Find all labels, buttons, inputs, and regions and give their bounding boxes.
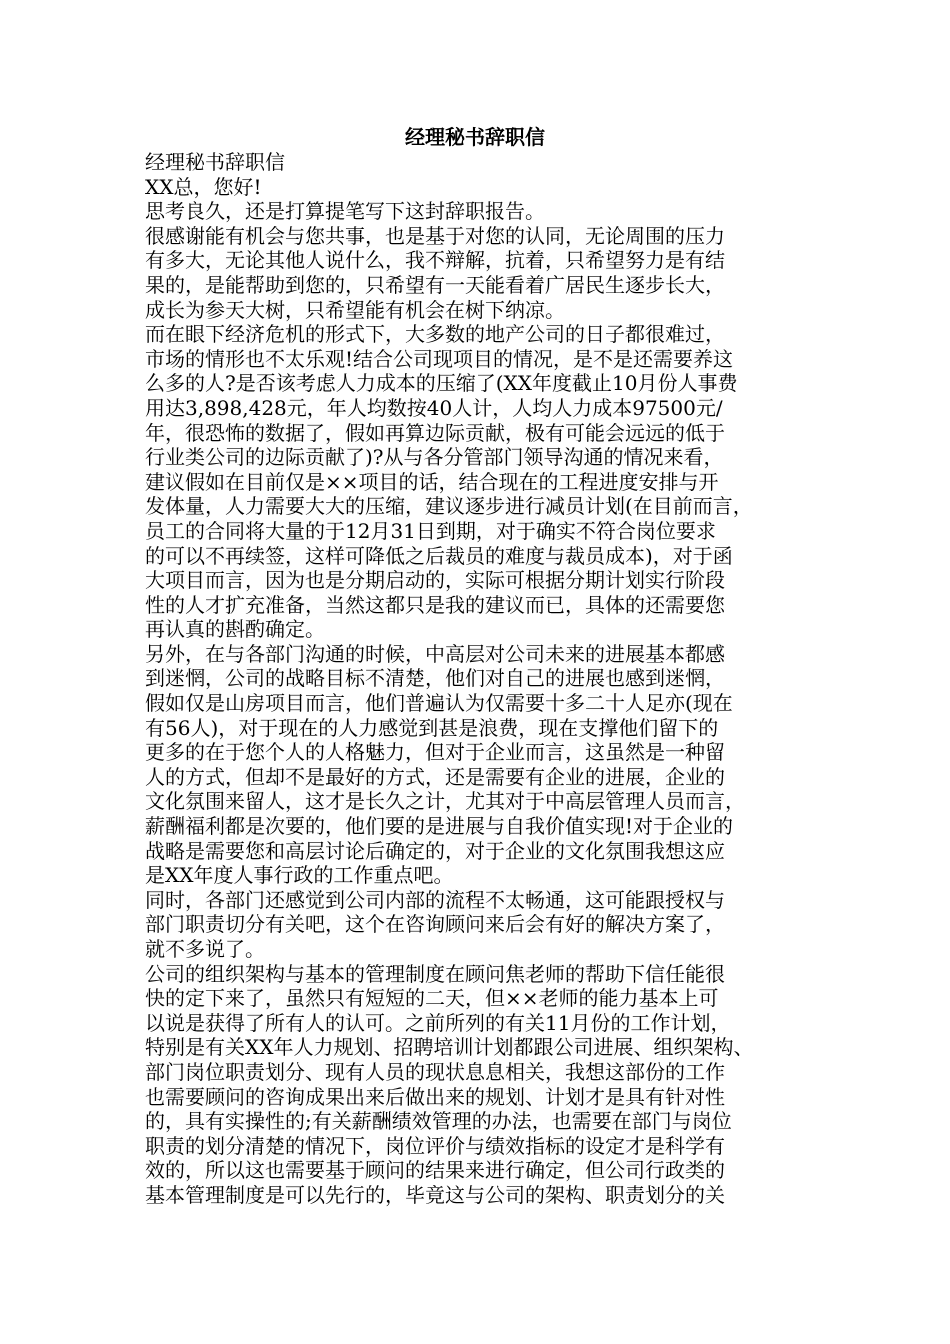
text-line: 大项目而言，因为也是分期启动的，实际可根据分期计划实行阶段	[145, 568, 725, 593]
text-line: 果的，是能帮助到您的，只希望有一天能看着广居民生逐步长大，	[145, 272, 725, 297]
text-line: XX总，您好!	[145, 174, 262, 199]
text-line: 效的，所以这也需要基于顾问的结果来进行确定，但公司行政类的	[145, 1158, 725, 1183]
text-line: 职责的划分清楚的情况下，岗位评价与绩效指标的设定才是科学有	[145, 1133, 725, 1158]
text-line: 有56人)，对于现在的人力感觉到甚是浪费，现在支撑他们留下的	[145, 715, 719, 740]
text-line: 战略是需要您和高层讨论后确定的，对于企业的文化氛围我想这应	[145, 838, 725, 863]
text-line: 经理秘书辞职信	[145, 150, 285, 174]
text-line: 更多的在于您个人的人格魅力，但对于企业而言，这虽然是一种留	[145, 740, 725, 765]
text-line: 市场的情形也不太乐观!结合公司现项目的情况，是不是还需要养这	[145, 346, 734, 371]
text-line: 部门岗位职责划分、现有人员的现状息息相关，我想这部份的工作	[145, 1059, 725, 1084]
text-line: 同时，各部门还感觉到公司内部的流程不太畅通，这可能跟授权与	[145, 887, 725, 912]
text-line: 么多的人?是否该考虑人力成本的压缩了(XX年度截止10月份人事费	[145, 371, 738, 396]
text-line: 公司的组织架构与基本的管理制度在顾问焦老师的帮助下信任能很	[145, 961, 725, 986]
text-line: 员工的合同将大量的于12月31日到期，对于确实不符合岗位要求	[145, 518, 716, 543]
text-line: 发体量，人力需要大大的压缩，建议逐步进行减员计划(在目前而言，	[145, 494, 753, 519]
text-line: 思考良久，还是打算提笔写下这封辞职报告。	[145, 199, 545, 224]
text-line: 人的方式，但却不是最好的方式，还是需要有企业的进展，企业的	[145, 764, 725, 789]
text-line: 用达3,898,428元，年人均数按40人计，人均人力成本97500元/	[145, 395, 723, 420]
text-line: 也需要顾问的咨询成果出来后做出来的规划、计划才是具有针对性	[145, 1084, 725, 1109]
text-line: 的，具有实操性的;有关薪酬绩效管理的办法，也需要在部门与岗位	[145, 1109, 732, 1134]
text-line: 基本管理制度是可以先行的，毕竟这与公司的架构、职责划分的关	[145, 1182, 725, 1207]
text-line: 以说是获得了所有人的认可。之前所列的有关11月份的工作计划，	[145, 1010, 731, 1035]
text-line: 建议假如在目前仅是××项目的话，结合现在的工程进度安排与开	[145, 469, 719, 494]
text-line: 特别是有关XX年人力规划、招聘培训计划都跟公司进展、组织架构、	[145, 1035, 754, 1060]
text-line: 到迷惘，公司的战略目标不清楚，他们对自己的进展也感到迷惘，	[145, 666, 725, 691]
text-line: 性的人才扩充准备，当然这都只是我的建议而已，具体的还需要您	[145, 592, 725, 617]
text-line: 很感谢能有机会与您共事，也是基于对您的认同，无论周围的压力	[145, 223, 725, 248]
text-line: 而在眼下经济危机的形式下，大多数的地产公司的日子都很难过，	[145, 322, 725, 347]
text-line: 有多大，无论其他人说什么，我不辩解，抗着，只希望努力是有结	[145, 248, 725, 273]
text-line: 行业类公司的边际贡献了)?从与各分管部门领导沟通的情况来看，	[145, 445, 724, 470]
text-line: 就不多说了。	[145, 937, 265, 961]
text-line: 成长为参天大树，只希望能有机会在树下纳凉。	[145, 297, 565, 322]
text-line: 是XX年度人事行政的工作重点吧。	[145, 863, 454, 888]
text-line: 薪酬福利都是次要的，他们要的是进展与自我价值实现!对于企业的	[145, 814, 734, 839]
text-line: 文化氛围来留人，这才是长久之计，尤其对于中高层管理人员而言，	[145, 789, 745, 814]
text-line: 的可以不再续签，这样可降低之后裁员的难度与裁员成本)，对于函	[145, 543, 733, 568]
text-line: 另外，在与各部门沟通的时候，中高层对公司未来的进展基本都感	[145, 641, 725, 666]
text-line: 部门职责切分有关吧，这个在咨询顾问来后会有好的解决方案了，	[145, 912, 725, 937]
text-line: 假如仅是山房项目而言，他们普遍认为仅需要十多二十人足亦(现在	[145, 691, 733, 716]
document-title: 经理秘书辞职信	[405, 125, 545, 149]
document-body	[145, 150, 810, 1208]
text-line: 快的定下来了，虽然只有短短的二天，但××老师的能力基本上可	[145, 986, 719, 1011]
text-line: 年，很恐怖的数据了，假如再算边际贡献，极有可能会远远的低于	[145, 420, 725, 445]
text-line: 再认真的斟酌确定。	[145, 617, 325, 642]
